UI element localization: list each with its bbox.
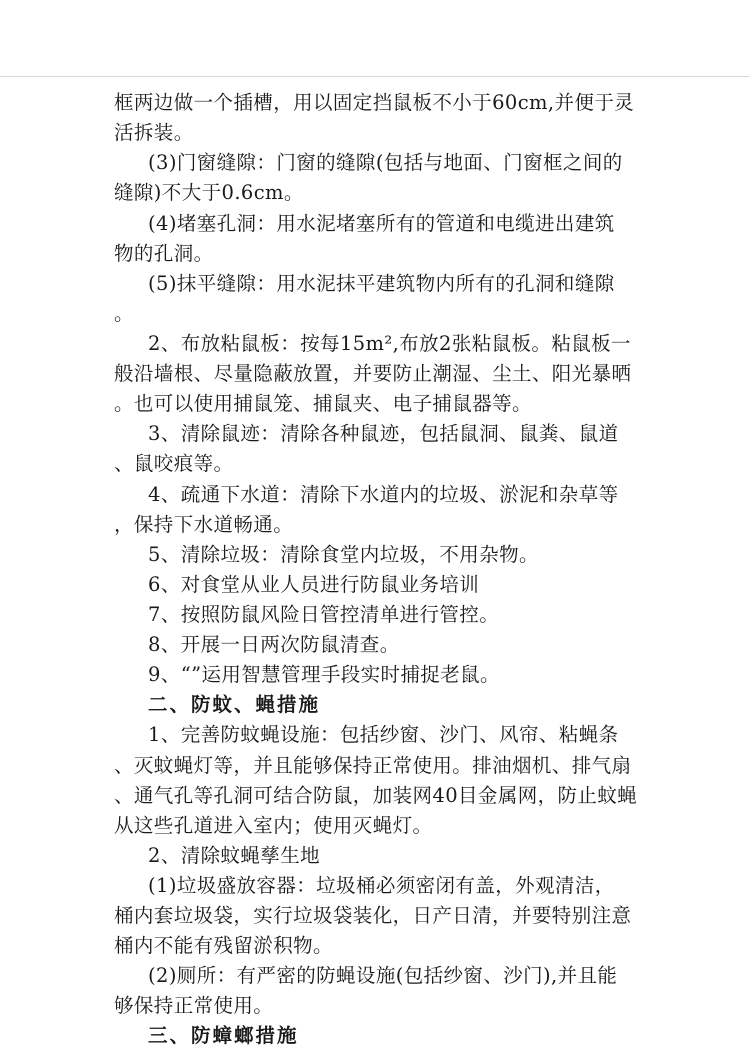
paragraph-line: 桶内套垃圾袋，实行垃圾袋装化，日产日清，并要特别注意	[114, 904, 632, 927]
paragraph-line: 。	[114, 302, 134, 325]
paragraph-line: 7、按照防鼠风险日管控清单进行管控。	[148, 603, 500, 626]
paragraph-line: 般沿墙根、尽量隐蔽放置，并要防止潮湿、尘土、阳光暴晒	[114, 362, 632, 385]
paragraph-line: ，保持下水道畅通。	[114, 513, 294, 536]
paragraph-line: 框两边做一个插槽，用以固定挡鼠板不小于60cm,并便于灵	[114, 91, 635, 114]
paragraph-line: 1、完善防蚊蝇设施：包括纱窗、沙门、风帘、粘蝇条	[148, 723, 619, 746]
paragraph-line: 。也可以使用捕鼠笼、捕鼠夹、电子捕鼠器等。	[114, 392, 532, 415]
paragraph-line: 2、清除蚊蝇孳生地	[148, 844, 321, 867]
paragraph-line: 桶内不能有残留淤积物。	[114, 934, 333, 957]
paragraph-line: 够保持正常使用。	[114, 994, 274, 1017]
paragraph-line: 3、清除鼠迹：清除各种鼠迹，包括鼠洞、鼠粪、鼠道	[148, 422, 619, 445]
section-heading: 二、防蚊、蝇措施	[148, 693, 321, 716]
paragraph-line: (2)厕所：有严密的防蝇设施(包括纱窗、沙门),并且能	[148, 964, 618, 987]
paragraph-line: (5)抹平缝隙：用水泥抹平建筑物内所有的孔洞和缝隙	[148, 272, 615, 295]
paragraph-line: 活拆装。	[114, 121, 194, 144]
paragraph-line: 、灭蚊蝇灯等，并且能够保持正常使用。排油烟机、排气扇	[114, 754, 632, 777]
paragraph-line: 9、“”运用智慧管理手段实时捕捉老鼠。	[148, 663, 500, 686]
paragraph-line: 缝隙)不大于0.6cm。	[114, 181, 304, 204]
paragraph-line: (3)门窗缝隙：门窗的缝隙(包括与地面、门窗框之间的	[148, 151, 623, 174]
paragraph-line: 从这些孔道进入室内；使用灭蝇灯。	[114, 814, 433, 837]
scan-edge-line	[0, 76, 750, 77]
paragraph-line: 、鼠咬痕等。	[114, 452, 234, 475]
paragraph-line: 2、布放粘鼠板：按每15m²,布放2张粘鼠板。粘鼠板一	[148, 332, 631, 355]
paragraph-line: (1)垃圾盛放容器：垃圾桶必须密闭有盖，外观清洁，	[148, 874, 615, 897]
section-heading: 三、防蟑螂措施	[148, 1024, 299, 1047]
paragraph-line: 8、开展一日两次防鼠清查。	[148, 633, 400, 656]
paragraph-line: 、通气孔等孔洞可结合防鼠，加装网40目金属网，防止蚊蝇	[114, 784, 638, 807]
paragraph-line: 4、疏通下水道：清除下水道内的垃圾、淤泥和杂草等	[148, 483, 619, 506]
paragraph-line: 物的孔洞。	[114, 242, 214, 265]
paragraph-line: (4)堵塞孔洞：用水泥堵塞所有的管道和电缆进出建筑	[148, 212, 615, 235]
paragraph-line: 6、对食堂从业人员进行防鼠业务培训	[148, 573, 480, 596]
paragraph-line: 5、清除垃圾：清除食堂内垃圾，不用杂物。	[148, 543, 539, 566]
